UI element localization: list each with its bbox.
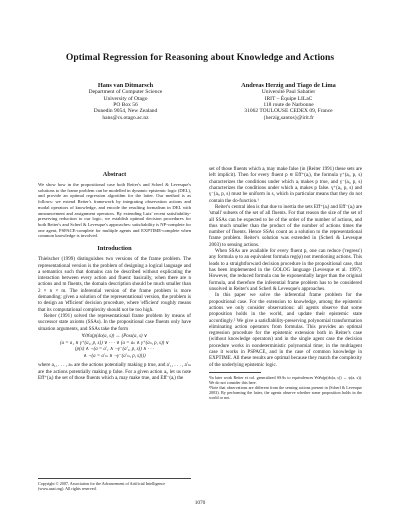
body-paragraph: In this paper we solve the inferential frame problem for the propositional case. For the extension to knowledge, among the epistemic actions we only consider observations: all agents observe that some proposition holds in the world, and update their epistemic state accordingly.² We give a satisfiability-preserving polynomial transformation eliminating action operators from formulas. This provides an optimal regression procedure for the epistemic extension both in Reiter's case (without knowledge operators) and in the single agent case the decision procedure works in nondeterministic polynomial time; in the multiagent case it works in PSPACE, and in the case of common knowledge in EXPTIME. All these results are optimal because they match the complexity of the underlying epistemic logic. [209, 292, 362, 368]
footnote: ¹In later work Reiter et col. generalized SSAs to equivalences ∀s∀a(p(do(a, s)) ↔ ψ(a, s)). We do not consider this here. [209, 375, 362, 385]
abstract-text: We show how in the propositional case both Reiter's and Scherl & Levesque's solutions to the frame problem can be modelled in dynamic epistemic logic (DEL), and provide an optimal regression algorithm for the latter. Our method is as follows: we extend Reiter's framework by integrating observation actions and modal operators of knowledge, and encode the resulting formalism in DEL with announcement and assignment operators. By extending Lutz' recent satisfiability-preserving reduction to our logic, we establish optimal decision procedures for both Reiter's and Scherl & Levesque's approaches: satisfiability is NP-complete for one agent, PSPACE-complete for multiple agents and EXPTIME-complete when common knowledge is involved. [38, 182, 191, 239]
author-affiliation-line: IRIT – Équipe LILaC [264, 95, 313, 102]
author-affiliation-line: Department of Computer Science [88, 89, 163, 96]
equation-line: ∧ ¬(a = a′ₘ ∧ ¬γ⁻(a′ₘ, p, s)))) [83, 353, 146, 359]
author-name: Hans van Ditmarsch [97, 82, 154, 89]
equation-line: (a = a₁ ∧ γ⁺(a₁, p, s)) ∨ · · · ∨ (a = aₙ ∧ γ⁺(aₙ, p, s)) ∨ [59, 340, 170, 346]
copyright-notice: Copyright © 2007, Association for the Advancement of Artificial Intelligence (www.aaai.org). All rights reserved. [38, 478, 191, 491]
right-column [209, 166, 362, 400]
author-affiliation-line: PO Box 56 [113, 102, 138, 108]
body-paragraph: When SSAs are available for every fluent p, one can reduce ('regress') any formula φ to an equivalent formula reg(φ) not mentioning actions. This leads to a straightforward decision procedure in the propositional case, that has been implemented in the GOLOG language (Levesque et al. 1997). However, the reduced formula can be exponentially larger than the original formula, and therefore the inferential frame problem has to be considered unsolved in Reiter's and Scherl & Levesque's approaches. [209, 248, 362, 292]
author-name: Andreas Herzig and Tiago de Lima [241, 82, 336, 89]
author-email: hans@cs.otago.ac.nz [102, 114, 149, 121]
author-affiliation-line: Université Paul Sabatier [261, 89, 316, 96]
footnote-divider [209, 372, 261, 373]
author-affiliation-line: Dunedin 9054, New Zealand [93, 108, 158, 115]
author-affiliation-line: 31062 TOULOUSE CEDEX 09, France [244, 108, 333, 115]
left-column [38, 168, 191, 381]
successor-state-axiom-equation [38, 334, 191, 360]
author-affiliation-line: 118 route de Narbonne [263, 102, 314, 108]
body-paragraph: where a₁, . . . , aₙ are the actions potentially making p true, and a′₁, . . . , a′ₘ are the actions potentially making p false. For a given action aᵢ, let us note Eff⁺(aᵢ) the set of those fluents which aᵢ may make true, and Eff⁻(aᵢ) the [38, 362, 191, 381]
author-email: {herzig,santos}@irit.fr [263, 114, 314, 121]
abstract-heading: Abstract [102, 171, 127, 178]
body-paragraph: Reiter's central idea is that due to inertia the sets Eff⁺(aᵢ) and Eff⁻(aᵢ) are 'small' subsets of the set of all fluents. For that reason the size of the set of all SSAs can be expected to be of the order of the number of actions, and thus much smaller than the product of the number of actions times the number of fluents. Hence SSAs count as a solution to the representational frame problem. Reiter's solution was extended in (Scherl & Levesque 2003) to sensing actions. [209, 203, 362, 248]
body-paragraph: Thielscher (1999) distinguishes two versions of the frame problem. The representational version is the problem of designing a logical language and a semantics such that domains can be described without explicating the interaction between every action and fluent: basically, when there are n actions and m fluents, the domain description should be much smaller than 2 × n × m. The inferential version of the frame problem is more demanding: given a solution of the representational version, the problem is to design an 'efficient' decision procedure, where 'efficient' roughly means that its computational complexity should not be too high. [38, 256, 191, 313]
author-block-1 [38, 82, 213, 121]
equation-line: ∀s∀a(p(do(a, s)) ↔ (Poss(a, s) ∨ [81, 333, 148, 339]
author-affiliation-line: University of Otago [103, 95, 148, 102]
body-paragraph: set of those fluents which aᵢ may make false (in (Reiter 1991) these sets are left implicit). Then for every fluent p ∈ Eff⁺(aᵢ), the formula γ⁺(aᵢ, p, s) characterizes the conditions under which aᵢ makes p true, and γ⁻(aᵢ, p, s) characterizes the conditions under which aᵢ makes p false. γ⁺(aᵢ, p, s) and γ⁻(aᵢ, p, s) must be uniform in s, which in particular means that they do not contain the do-function.¹ [209, 166, 362, 204]
body-paragraph: Reiter (1991) solved the representational frame problem by means of successor state axioms (SSAs). In the propositional case fluents only have situation arguments, and SSAs take the form [38, 313, 191, 332]
page-number: 1070 [194, 500, 206, 506]
footnote: ²Note that observations are different from the sensing actions present in (Scherl & Levesque 2003). By performing the latter, the agents observe whether some proposition holds in the world or not. [209, 385, 362, 400]
equation-line: (p(s) ∧ ¬(a = a′₁ ∧ ¬γ⁻(a′₁, p, s)) ∧ · · · [75, 347, 154, 353]
author-block-2 [201, 82, 376, 121]
paper-title: Optimal Regression for Reasoning about Knowledge and Actions [65, 52, 335, 63]
introduction-heading: Introduction [97, 245, 132, 253]
